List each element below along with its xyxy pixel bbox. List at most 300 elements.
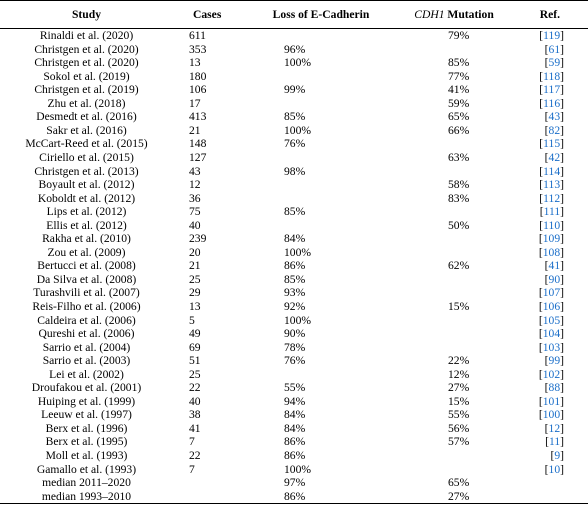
ref-open-bracket: [	[544, 123, 549, 137]
cell-study: Desmedt et al. (2016)	[36, 110, 137, 124]
cell-loss-ecadherin	[255, 219, 387, 233]
cell-cases: 5	[189, 313, 195, 327]
table-row	[0, 29, 588, 43]
ref-open-bracket: [	[544, 381, 549, 395]
cell-study: Christgen et al. (2020)	[34, 42, 139, 56]
ref-close-bracket: ]	[560, 381, 564, 395]
table-row	[0, 137, 588, 151]
cell-cases: 21	[189, 123, 201, 137]
cell-cases: 611	[189, 29, 206, 43]
cell-ref	[521, 232, 588, 246]
ref-link[interactable]: 108	[542, 245, 561, 259]
ref-close-bracket: ]	[560, 462, 564, 476]
ref-close-bracket: ]	[560, 327, 564, 341]
cell-cdh1-mutation	[387, 205, 521, 219]
ref-open-bracket: [	[544, 272, 549, 286]
cell-cdh1-mutation: 58%	[448, 178, 470, 192]
ref-link[interactable]: 100	[542, 408, 561, 422]
table-row	[0, 327, 588, 341]
ref-close-bracket: ]	[560, 96, 564, 110]
cell-ref	[521, 435, 588, 449]
cell-cases: 29	[189, 286, 201, 300]
cell-cases: 51	[189, 354, 201, 368]
cell-cases: 69	[189, 340, 201, 354]
ref-link[interactable]: 106	[542, 300, 561, 313]
cell-loss-ecadherin	[255, 368, 387, 382]
cell-cases: 7	[189, 462, 195, 476]
cell-cases: 49	[189, 327, 201, 341]
ref-close-bracket: ]	[560, 286, 564, 300]
ref-link[interactable]: 90	[548, 272, 561, 286]
table-row	[0, 246, 588, 260]
ref-close-bracket: ]	[560, 123, 564, 137]
cell-study: Boyault et al. (2012)	[38, 178, 135, 192]
ref-link[interactable]: 101	[542, 394, 561, 408]
cell-cases: 239	[189, 232, 207, 246]
cell-loss-ecadherin	[255, 97, 387, 111]
header-cases: Cases	[173, 1, 255, 29]
cell-cdh1-mutation: 79%	[448, 29, 470, 43]
ref-open-bracket: [	[539, 164, 544, 178]
cell-cdh1-mutation	[387, 164, 521, 178]
header-study: Study	[0, 1, 173, 29]
ref-close-bracket: ]	[560, 421, 564, 435]
cell-study: Rinaldi et al. (2020)	[39, 29, 134, 43]
ref-link[interactable]: 110	[543, 218, 561, 232]
cell-ref	[521, 463, 588, 477]
cell-cdh1-mutation	[387, 327, 521, 341]
cell-study: Huiping et al. (1999)	[37, 394, 136, 408]
cell-ref	[521, 246, 588, 260]
cell-ref	[521, 381, 588, 395]
ref-open-bracket: [	[538, 245, 543, 259]
cell-ref	[521, 43, 588, 57]
ref-link[interactable]: 116	[543, 96, 561, 110]
ref-link[interactable]: 42	[548, 150, 561, 164]
cell-ref	[521, 354, 588, 368]
ref-link[interactable]: 109	[542, 232, 561, 246]
cell-cdh1-mutation	[387, 273, 521, 287]
table-row	[0, 232, 588, 246]
ref-open-bracket: [	[539, 137, 544, 151]
cell-study: median 2011–2020	[42, 476, 131, 490]
cell-cdh1-mutation: 27%	[387, 490, 521, 504]
cell-loss-ecadherin: 99%	[284, 83, 306, 97]
ref-open-bracket: [	[539, 83, 544, 97]
cell-cases: 20	[189, 245, 201, 259]
ref-open-bracket: [	[539, 29, 544, 43]
ref-open-bracket: [	[544, 56, 549, 70]
ref-close-bracket: ]	[560, 408, 564, 422]
ref-close-bracket: ]	[560, 259, 564, 273]
ref-open-bracket: [	[538, 340, 543, 354]
cell-cdh1-mutation: 57%	[448, 435, 470, 449]
cell-ref	[521, 341, 588, 355]
table-row	[0, 341, 588, 355]
cell-ref	[521, 97, 588, 111]
ref-close-bracket: ]	[560, 367, 564, 381]
cell-ref	[521, 137, 588, 151]
ref-open-bracket: [	[538, 286, 543, 300]
cell-loss-ecadherin: 100%	[284, 245, 312, 259]
cell-loss-ecadherin: 100%	[284, 123, 312, 137]
cell-cases: 38	[189, 408, 201, 422]
cell-ref	[521, 124, 588, 138]
cell-cases: 180	[189, 69, 207, 83]
cell-study: Zhu et al. (2018)	[47, 96, 126, 110]
cell-ref	[521, 56, 588, 70]
table-row	[0, 368, 588, 382]
cell-cdh1-mutation: 62%	[448, 259, 470, 273]
ref-close-bracket: ]	[560, 218, 564, 232]
cell-ref	[521, 286, 588, 300]
cell-study: Lips et al. (2012)	[46, 205, 127, 219]
cell-study: Bertucci et al. (2008)	[37, 259, 136, 273]
ref-close-bracket: ]	[560, 56, 564, 70]
cell-study: Da Silva et al. (2008)	[36, 272, 137, 286]
cell-loss-ecadherin: 97%	[284, 476, 306, 490]
ref-open-bracket: [	[538, 367, 543, 381]
cell-cases: 40	[189, 218, 201, 232]
ref-close-bracket: ]	[560, 191, 564, 205]
cell-cdh1-mutation: 22%	[448, 354, 470, 368]
cell-ref	[521, 408, 588, 422]
cell-study: Lei et al. (2002)	[49, 367, 124, 381]
cell-cases: 13	[189, 300, 201, 313]
cell-cases: 22	[189, 381, 201, 395]
table-row	[0, 300, 588, 314]
cell-cdh1-mutation	[387, 232, 521, 246]
table-row	[0, 43, 588, 57]
table-row	[0, 463, 588, 477]
table-row	[0, 56, 588, 70]
table-row	[0, 273, 588, 287]
cell-ref	[521, 178, 588, 192]
cell-cases: 12	[189, 178, 201, 192]
cell-cdh1-mutation: 63%	[448, 150, 470, 164]
cell-cases: 148	[189, 137, 207, 151]
ref-open-bracket: [	[544, 259, 549, 273]
cell-cases: 21	[189, 259, 201, 273]
table-row	[0, 83, 588, 97]
header-loss-ecadherin: Loss of E-Cadherin	[255, 1, 387, 29]
table-row	[0, 408, 588, 422]
cell-study: Droufakou et al. (2001)	[31, 381, 142, 395]
cell-study: Christgen et al. (2013)	[34, 164, 139, 178]
table-row	[0, 354, 588, 368]
cell-cases: 43	[189, 164, 201, 178]
cell-cdh1-mutation	[387, 341, 521, 355]
ref-close-bracket: ]	[560, 232, 564, 246]
cell-cdh1-mutation: 83%	[448, 191, 470, 205]
cell-cases: 13	[189, 56, 201, 70]
cell-study: Gamallo et al. (1993)	[36, 462, 137, 476]
cell-loss-ecadherin: 92%	[284, 300, 306, 313]
cell-ref	[521, 300, 588, 314]
cell-study: Turashvili et al. (2007)	[33, 286, 140, 300]
ref-close-bracket: ]	[560, 137, 564, 151]
cell-ref	[521, 83, 588, 97]
table-row	[0, 110, 588, 124]
ref-link[interactable]: 117	[543, 83, 561, 97]
ref-close-bracket: ]	[560, 83, 564, 97]
cell-cdh1-mutation: 85%	[448, 56, 470, 70]
cell-study: Rakha et al. (2010)	[42, 232, 131, 246]
ref-close-bracket: ]	[560, 69, 564, 83]
header-mutation-word: Mutation	[444, 7, 494, 21]
cell-cases: 413	[189, 110, 207, 124]
cell-study: Berx et al. (1996)	[45, 421, 128, 435]
ref-close-bracket: ]	[560, 150, 564, 164]
ref-link[interactable]: 107	[542, 286, 561, 300]
ref-link[interactable]: 99	[548, 354, 561, 368]
cell-cdh1-mutation: 59%	[448, 96, 470, 110]
ref-link[interactable]: 115	[543, 137, 561, 151]
table-row	[0, 70, 588, 84]
cell-cases: 127	[189, 150, 207, 164]
cell-cdh1-mutation: 55%	[448, 408, 470, 422]
cell-loss-ecadherin	[255, 178, 387, 192]
cell-loss-ecadherin: 86%	[255, 490, 387, 504]
cell-study: Sarrio et al. (2004)	[42, 340, 131, 354]
cell-study: Ciriello et al. (2015)	[39, 150, 134, 164]
ref-open-bracket: [	[539, 205, 544, 219]
cell-loss-ecadherin: 85%	[284, 205, 306, 219]
cell-cdh1-mutation: 50%	[448, 218, 470, 232]
ref-close-bracket: ]	[560, 272, 564, 286]
ref-link[interactable]: 61	[548, 42, 561, 56]
cell-loss-ecadherin: 84%	[284, 408, 306, 422]
cell-cases: 353	[189, 42, 207, 56]
table-row	[0, 97, 588, 111]
ref-open-bracket: [	[539, 218, 544, 232]
cell-cdh1-mutation	[387, 137, 521, 151]
table-row	[0, 192, 588, 206]
cell-ref	[521, 476, 588, 490]
cell-cases: 75	[189, 205, 201, 219]
cell-cdh1-mutation: 27%	[448, 381, 470, 395]
cell-ref	[521, 151, 588, 165]
cell-loss-ecadherin: 86%	[284, 435, 306, 449]
cell-ref	[521, 327, 588, 341]
cell-loss-ecadherin: 76%	[284, 137, 306, 151]
cell-cases: 25	[189, 272, 201, 286]
cell-study: Reis-Filho et al. (2006)	[32, 300, 141, 313]
ref-close-bracket: ]	[560, 435, 564, 449]
cell-loss-ecadherin: 78%	[284, 340, 306, 354]
cell-cdh1-mutation	[387, 246, 521, 260]
cell-study: median 1993–2010	[0, 490, 173, 504]
ref-open-bracket: [	[538, 327, 543, 341]
ref-link[interactable]: 10	[548, 462, 561, 476]
cell-cdh1-mutation: 65%	[448, 110, 470, 124]
ref-close-bracket: ]	[560, 313, 564, 327]
cell-ref	[521, 192, 588, 206]
ref-close-bracket: ]	[560, 205, 564, 219]
cell-ref	[521, 205, 588, 219]
ref-link[interactable]: 41	[548, 259, 561, 273]
cell-cdh1-mutation	[387, 43, 521, 57]
cell-ref	[521, 422, 588, 436]
cell-cdh1-mutation: 12%	[448, 367, 470, 381]
cell-study: Sokol et al. (2019)	[43, 69, 130, 83]
cell-loss-ecadherin	[255, 70, 387, 84]
cell-loss-ecadherin	[255, 151, 387, 165]
ref-link[interactable]: 112	[543, 191, 561, 205]
ref-link[interactable]: 88	[548, 381, 561, 395]
ref-close-bracket: ]	[560, 29, 564, 43]
cell-cases: 40	[189, 394, 201, 408]
cell-loss-ecadherin: 98%	[284, 164, 306, 178]
ref-open-bracket: [	[538, 313, 543, 327]
ref-close-bracket: ]	[560, 245, 564, 259]
ref-link[interactable]: 12	[548, 421, 561, 435]
cell-ref	[521, 164, 588, 178]
cell-ref	[521, 395, 588, 409]
cell-cdh1-mutation: 65%	[448, 476, 470, 490]
cell-cdh1-mutation: 56%	[448, 421, 470, 435]
ref-open-bracket: [	[538, 394, 543, 408]
cell-loss-ecadherin: 86%	[284, 449, 306, 463]
cell-loss-ecadherin: 96%	[284, 42, 306, 56]
table-row	[0, 490, 588, 504]
cell-study: Berx et al. (1995)	[45, 435, 128, 449]
ref-open-bracket: [	[544, 421, 549, 435]
table-body	[0, 29, 588, 504]
cell-ref	[521, 29, 588, 43]
ref-link[interactable]: 104	[542, 327, 561, 341]
cell-loss-ecadherin: 93%	[284, 286, 306, 300]
ref-link[interactable]: 105	[542, 313, 561, 327]
cell-loss-ecadherin: 100%	[284, 56, 312, 70]
table-row	[0, 124, 588, 138]
cell-cdh1-mutation: 15%	[448, 300, 470, 313]
cell-ref	[521, 313, 588, 327]
header-row	[0, 1, 588, 29]
cell-loss-ecadherin	[255, 29, 387, 43]
table-row	[0, 151, 588, 165]
ref-open-bracket: [	[538, 232, 543, 246]
ref-close-bracket: ]	[560, 110, 564, 124]
ref-link[interactable]: 59	[548, 56, 561, 70]
table-row	[0, 476, 588, 490]
table-row	[0, 178, 588, 192]
cell-study: Christgen et al. (2020)	[34, 56, 139, 70]
cell-loss-ecadherin: 85%	[284, 110, 306, 124]
cell-study: Leeuw et al. (1997)	[41, 408, 132, 422]
ref-link[interactable]: 102	[542, 367, 561, 381]
cell-cdh1-mutation: 15%	[448, 394, 470, 408]
cell-study: Moll et al. (1993)	[45, 449, 128, 463]
cell-cases: 22	[189, 449, 201, 463]
cell-ref	[521, 449, 588, 463]
cell-cases	[173, 490, 255, 504]
cell-study: Sarrio et al. (2003)	[42, 354, 131, 368]
ref-open-bracket: [	[538, 300, 543, 313]
ref-open-bracket: [	[550, 449, 555, 463]
header-ref: Ref.	[521, 1, 588, 29]
ref-link[interactable]: 119	[543, 29, 561, 43]
table-row	[0, 286, 588, 300]
cell-cases: 17	[189, 96, 201, 110]
ref-open-bracket: [	[544, 150, 549, 164]
cell-cases	[173, 476, 255, 490]
table-row	[0, 422, 588, 436]
table-row	[0, 259, 588, 273]
ref-link[interactable]: 111	[543, 205, 561, 219]
cell-loss-ecadherin: 84%	[284, 421, 306, 435]
cell-cases: 7	[189, 435, 195, 449]
header-gene-name: CDH1	[414, 7, 445, 21]
cell-loss-ecadherin: 94%	[284, 394, 306, 408]
ref-close-bracket: ]	[560, 340, 564, 354]
cell-ref	[521, 110, 588, 124]
cell-loss-ecadherin: 85%	[284, 272, 306, 286]
ref-link[interactable]: 43	[548, 110, 561, 124]
table-row	[0, 435, 588, 449]
ref-open-bracket: [	[544, 462, 549, 476]
table-row	[0, 219, 588, 233]
cell-loss-ecadherin: 86%	[284, 259, 306, 273]
table-row	[0, 205, 588, 219]
cell-study: McCart-Reed et al. (2015)	[25, 137, 148, 151]
cell-cdh1-mutation	[387, 449, 521, 463]
cell-ref	[521, 368, 588, 382]
ref-link[interactable]: 11	[548, 435, 561, 449]
ref-open-bracket: [	[544, 110, 549, 124]
ref-close-bracket: ]	[560, 300, 564, 313]
cell-study: Koboldt et al. (2012)	[37, 191, 136, 205]
header-cdh1-mutation	[387, 1, 521, 29]
cell-loss-ecadherin: 100%	[284, 313, 312, 327]
ref-close-bracket: ]	[560, 354, 564, 368]
cell-loss-ecadherin: 76%	[284, 354, 306, 368]
ref-open-bracket: [	[539, 191, 544, 205]
table-row	[0, 164, 588, 178]
ref-open-bracket: [	[545, 435, 549, 449]
ref-open-bracket: [	[539, 69, 544, 83]
ref-open-bracket: [	[539, 178, 544, 192]
ref-close-bracket: ]	[560, 394, 564, 408]
cell-study: Christgen et al. (2019)	[34, 83, 139, 97]
cell-study: Qureshi et al. (2006)	[38, 327, 135, 341]
cell-ref	[521, 490, 588, 504]
cell-loss-ecadherin: 84%	[284, 232, 306, 246]
ref-link[interactable]: 113	[543, 178, 561, 192]
cell-ref	[521, 273, 588, 287]
ref-link[interactable]: 103	[542, 340, 561, 354]
cell-loss-ecadherin	[255, 192, 387, 206]
cell-cdh1-mutation: 41%	[448, 83, 470, 97]
cell-ref	[521, 219, 588, 233]
cell-cases: 36	[189, 191, 201, 205]
table-row	[0, 449, 588, 463]
table-header	[0, 1, 588, 29]
ref-open-bracket: [	[538, 408, 543, 422]
ref-close-bracket: ]	[560, 42, 564, 56]
ref-link[interactable]: 9	[554, 449, 561, 463]
ref-link[interactable]: 114	[543, 164, 561, 178]
cell-cdh1-mutation	[387, 286, 521, 300]
cell-cdh1-mutation: 66%	[448, 123, 470, 137]
ref-link[interactable]: 118	[543, 69, 561, 83]
ref-close-bracket: ]	[560, 164, 564, 178]
cell-cdh1-mutation: 77%	[448, 69, 470, 83]
cell-ref	[521, 70, 588, 84]
cell-cases: 106	[189, 83, 207, 97]
cell-ref	[521, 259, 588, 273]
ref-link[interactable]: 82	[548, 123, 561, 137]
